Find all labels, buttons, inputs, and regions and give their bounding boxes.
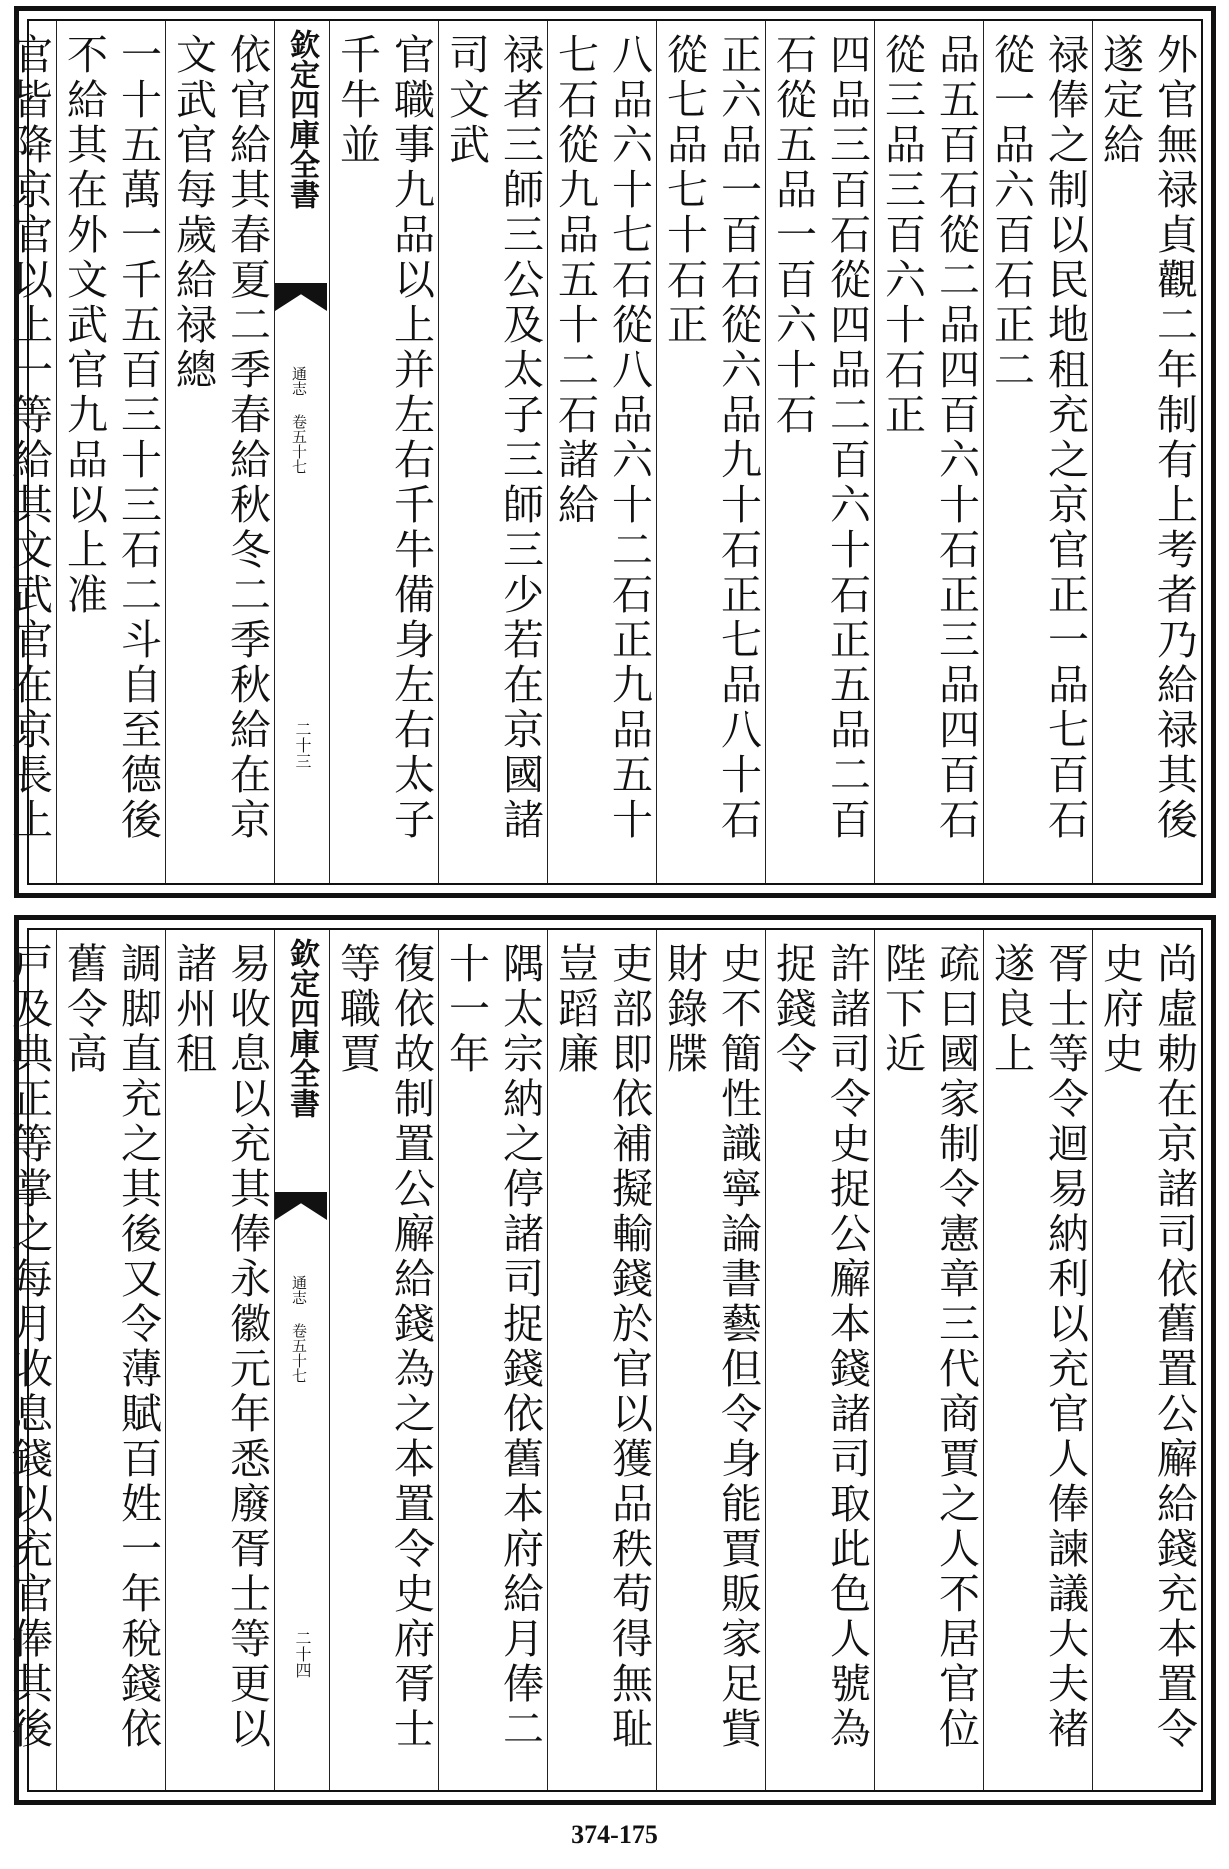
text-column: 許諸司令史捉公廨本錢諸司取此色人號為捉錢令 (765, 930, 874, 1790)
center-title: 欽定四庫全書 (284, 938, 319, 1118)
text-column: 戸及典正等掌之每月收息錢以充官俸其後 (0, 930, 56, 1790)
volume-label: 通志 卷五十七 (290, 1275, 308, 1383)
volume-label: 通志 卷五十七 (290, 366, 308, 474)
text-column: 四品三百石從四品二百六十石正五品二百石從五品一百六十石 (765, 21, 874, 883)
text-column: 依官給其春夏二季春給秋冬二季秋給在京文武官每歲給禄總 (165, 21, 274, 883)
text-column: 禄俸之制以民地租充之京官正一品七百石從一品六百石正二 (983, 21, 1092, 883)
page-number: 二十四 (293, 1630, 312, 1678)
center-title: 欽定四庫全書 (284, 29, 319, 209)
bottom-page-frame (5, 928, 1203, 1792)
text-column: 史不簡性識寧論書藝但令身能賈販家足貲財錄牒 (656, 930, 765, 1790)
text-column: 官職事九品以上并左右千牛備身左右太子千牛並 (329, 21, 438, 883)
text-column: 品五百石從二品四百六十石正三品四百石從三品三百六十石正 (874, 21, 983, 883)
text-column: 正六品一百石從六品九十石正七品八十石從七品七十石正 (656, 21, 765, 883)
text-column: 八品六十七石從八品六十二石正九品五十七石從九品五十二石諸給 (547, 21, 656, 883)
text-column: 胥士等令迴易納利以充官人俸諫議大夫褚遂良上 (983, 930, 1092, 1790)
text-column: 外官無禄貞觀二年制有上考者乃給禄其後遂定給 (1092, 21, 1201, 883)
text-column: 疏曰國家制令憲章三代商賈之人不居官位陛下近 (874, 930, 983, 1790)
text-column: 易收息以充其俸永徽元年悉廢胥士等更以諸州租 (165, 930, 274, 1790)
text-column: 一十五萬一千五百三十三石二斗自至德後不給其在外文武官九品以上准 (56, 21, 165, 883)
text-column: 吏部即依補擬輸錢於官以獲品秩苟得無耻豈蹈廉 (547, 930, 656, 1790)
text-column: 尚虛勅在京諸司依舊置公廨給錢充本置令史府史 (1092, 930, 1201, 1790)
text-column: 復依故制置公廨給錢為之本置令史府胥士等職賈 (329, 930, 438, 1790)
top-page (5, 6, 1216, 898)
text-column: 隅太宗納之停諸司捉錢依舊本府給月俸二十一年 (438, 930, 547, 1790)
fishtail-mark-icon (275, 1192, 327, 1220)
text-column: 官皆降京官以上一等給其文武官在京長上 (0, 21, 56, 883)
bottom-page (5, 915, 1216, 1805)
text-column: 調脚直充之其後又令薄賦百姓一年稅錢依舊令高 (56, 930, 165, 1790)
top-page-frame (5, 19, 1203, 885)
center-fold (274, 21, 329, 883)
footer-page-code: 374-175 (571, 1820, 658, 1849)
center-fold (274, 930, 329, 1790)
fishtail-mark-icon (275, 283, 327, 311)
page-number: 二十三 (293, 721, 312, 769)
text-column: 禄者三師三公及太子三師三少若在京國諸司文武 (438, 21, 547, 883)
